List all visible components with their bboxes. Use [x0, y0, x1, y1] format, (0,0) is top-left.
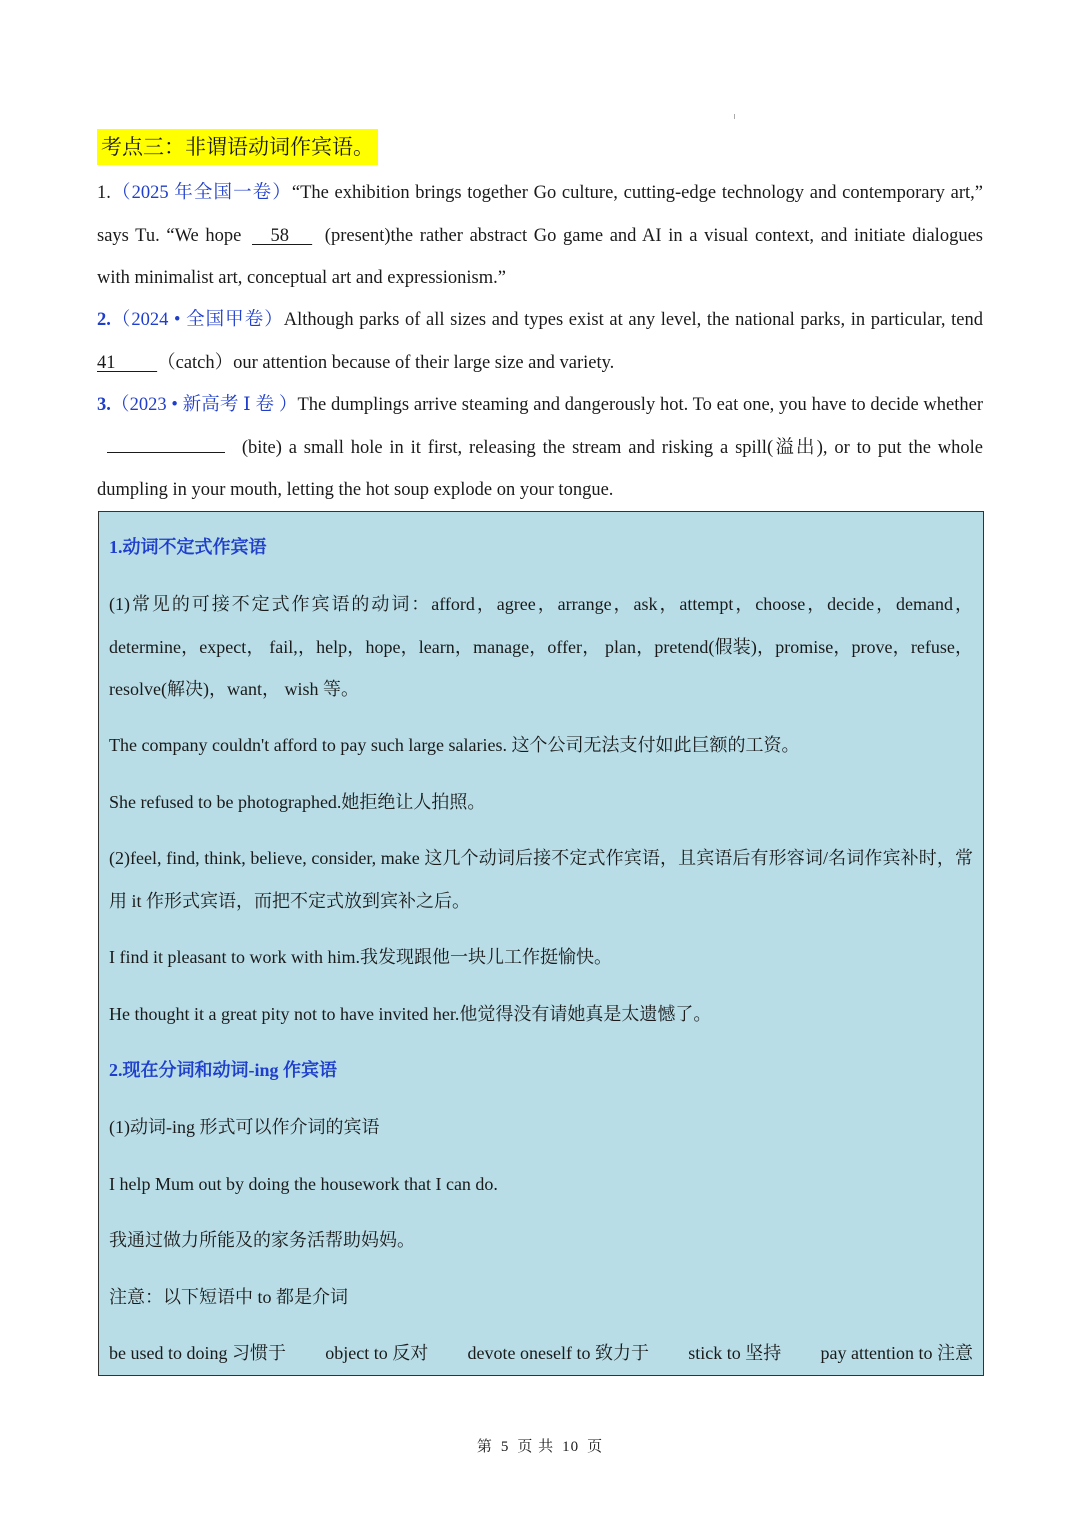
question-text: The dumplings arrive steaming and dangerously hot. To eat one, you have to decide whether	[297, 395, 983, 415]
total-pages: 10	[562, 1439, 580, 1455]
footer-text: 页	[587, 1439, 604, 1455]
question-number: 2.	[97, 310, 111, 330]
question-3	[97, 384, 983, 512]
example-sentence: I help Mum out by doing the housework that I can do.	[109, 1174, 498, 1194]
example-translation: 我通过做力所能及的家务活帮助妈妈。	[109, 1230, 415, 1250]
section-heading: 考点三：非谓语动词作宾语。	[97, 129, 378, 165]
question-text: Although parks of all sizes and types exist at any level, the national parks, in particular, tend	[283, 310, 983, 330]
example-sentence: I find it pleasant to work with him.我发现跟他一块儿工作挺愉快。	[109, 947, 612, 967]
phrase-item: be used to doing 习惯于	[109, 1343, 286, 1363]
question-number: 3.	[97, 395, 111, 415]
example-sentence: She refused to be photographed.她拒绝让人拍照。	[109, 792, 486, 812]
question-text: （catch）our attention because of their large size and variety.	[157, 352, 615, 373]
phrase-item: devote oneself to 致力于	[467, 1343, 649, 1363]
blank-number: 58	[270, 225, 290, 246]
phrase-item: pay attention to 注意	[820, 1343, 973, 1363]
phrase-list	[109, 1332, 973, 1375]
answer-blank[interactable]	[97, 342, 157, 385]
section-2-title: 2.现在分词和动词-ing 作宾语	[109, 1060, 338, 1080]
question-source: （2025 年全国一卷）	[110, 183, 292, 203]
example-sentence: He thought it a great pity not to have invited her.他觉得没有请她真是太遗憾了。	[109, 1004, 712, 1024]
section-1-point-1: (1)常见的可接不定式作宾语的动词：afford，agree，arrange，ask，attempt，choose，decide，demand，determine，expect， fail,，help，hope，learn，manage，offer， plan，pretend(假装)，promise，prove，refuse，resolve(解决)，want， wish 等。	[109, 594, 973, 699]
note: 注意：以下短语中 to 都是介词	[109, 1287, 348, 1307]
phrase-item: stick to 坚持	[688, 1343, 782, 1363]
section-1-title: 1.动词不定式作宾语	[109, 537, 267, 557]
footer-text: 第	[476, 1439, 493, 1455]
page-number: 5	[500, 1439, 510, 1455]
question-text: (bite) a small hole in it first, releasing the stream and risking a spill(溢出), or to put the whole dumpling in your mouth, letting the hot soup explode on your tongue.	[97, 437, 983, 500]
question-text: “The exhibition brings together Go culture, cutting-edge technology and contemporary art,” says Tu. “We hope	[97, 183, 983, 246]
answer-blank[interactable]	[248, 215, 318, 258]
footer-text: 页 共	[517, 1439, 555, 1455]
phrase-item: object to 反对	[325, 1343, 429, 1363]
section-2-point-1: (1)动词-ing 形式可以作介词的宾语	[109, 1117, 380, 1137]
blank-number: 41	[97, 352, 116, 373]
question-2	[97, 299, 983, 384]
question-text: (present)the rather abstract Go game and AI in a visual context, and initiate dialogues with minimalist art, conceptual art and expressionism.”	[97, 225, 983, 288]
question-source: （2024 • 全国甲卷）	[110, 310, 284, 330]
page-footer	[0, 1435, 1080, 1456]
scan-mark	[734, 114, 735, 119]
section-1-point-2: (2)feel, find, think, believe, consider, make 这几个动词后接不定式作宾语，且宾语后有形容词/名词作宾补时，常用 it 作形式宾语，而把不定式放到宾补之后。	[109, 848, 973, 911]
answer-blank[interactable]	[107, 451, 225, 453]
question-1	[97, 172, 983, 300]
grammar-notes-box	[98, 511, 984, 1376]
question-source: （2023 • 新高考 Ⅰ 卷 ）	[110, 395, 298, 415]
question-number: 1.	[97, 183, 111, 203]
example-sentence: The company couldn't afford to pay such large salaries. 这个公司无法支付如此巨额的工资。	[109, 735, 800, 755]
